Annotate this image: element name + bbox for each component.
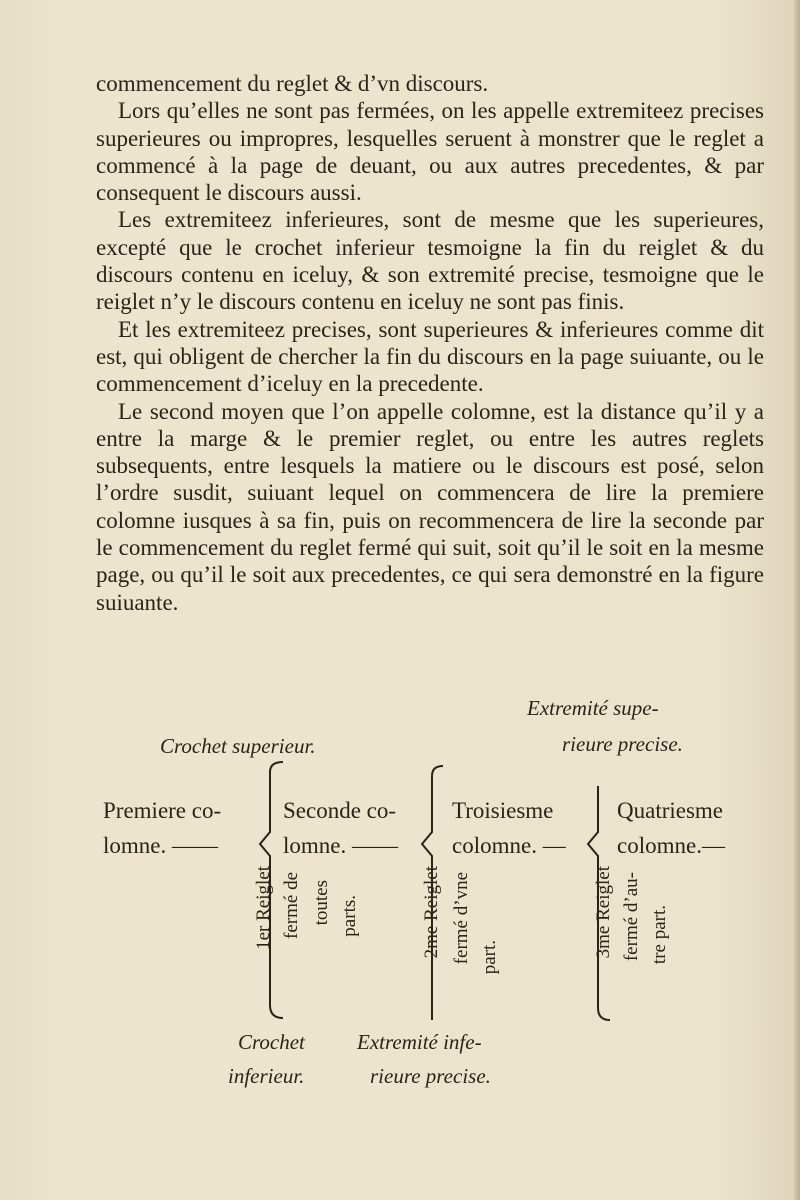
reglet-2-line (422, 766, 443, 1020)
paragraph: Et les extremiteez precises, sont superieures & inferieures comme dit est, qui obligent de chercher la fin du discours en la page suiuante, ou le commencement d’iceluy en la precedente. (96, 316, 764, 397)
column-1-label-line1: Premiere co- (103, 798, 222, 823)
reglet-2-desc-1: fermé d’vne (451, 872, 472, 965)
paragraph: Le second moyen que l’on appelle colomne, est la distance qu’il y a entre la marge & le premier reglet, ou entre les autres reglets subsequents, entre lesquels la matiere ou le discours est posé, selon l’ordre susdit, suiuant lequel on commencera de lire la premiere colomne iusques à sa fin, puis on recommencera de lire la seconde par le commencement du reglet fermé qui suit, soit qu’il le soit en la mesme page, ou qu’il le soit aux precedentes, ce qui sera demonstré en la figure suiuante. (96, 398, 764, 615)
reglet-2-desc-2: part. (479, 940, 500, 975)
reglet-1-desc-2: toutes (311, 880, 332, 926)
column-1-label-line2: lomne. —— (103, 833, 218, 858)
column-4-label-line2: colomne.— (617, 833, 725, 858)
caption-extremite-superieure-2: rieure precise. (562, 732, 683, 756)
reglet-2-title: 2me Reiglet (421, 866, 442, 959)
caption-extremite-inferieure-1: Extremité infe- (357, 1030, 482, 1054)
column-2-label-line2: lomne. —— (283, 833, 398, 858)
paragraph: Lors qu’elles ne sont pas fermées, on les appelle extremiteez precises superieures ou impropres, lesquelles seruent à monstrer que le reglet a commencé à la page de deuant, ou aux autres precedentes, & par consequent le discours aussi. (96, 98, 764, 206)
caption-crochet-superieur: Crochet superieur. (160, 734, 316, 758)
reglet-3-desc-1: fermé d’au- (621, 872, 642, 962)
reglet-3-line (588, 786, 610, 1020)
reglet-1-desc-3: parts. (339, 895, 360, 937)
reglet-3-title: 3me Reiglet (593, 866, 614, 959)
column-3-label-line1: Troisiesme (452, 798, 554, 823)
reglet-1-line (260, 762, 283, 1018)
paragraph: Les extremiteez inferieures, sont de mesme que les superieures, excepté que le crochet inferieur tesmoigne la fin du reiglet & du discours contenu en iceluy, & son extremité precise, tesmoigne que le reiglet n’y le discours contenu en iceluy ne sont pas finis. (96, 207, 764, 315)
column-3-label-line2: colomne. — (452, 833, 566, 858)
column-4-label-line1: Quatriesme (617, 798, 724, 823)
column-2-label-line1: Seconde co- (283, 798, 397, 823)
reglet-1-title: 1er Reiglet (253, 866, 274, 950)
caption-extremite-inferieure-2: rieure precise. (370, 1064, 491, 1088)
caption-extremite-superieure-1: Extremité supe- (527, 696, 659, 720)
paragraph: commencement du reglet & d’vn discours. (96, 71, 489, 96)
caption-crochet-inferieur-2: inferieur. (228, 1064, 305, 1088)
reglet-3-desc-2: tre part. (649, 905, 670, 965)
reglet-1-desc-1: fermé de (281, 872, 302, 939)
caption-crochet-inferieur-1: Crochet (238, 1030, 305, 1054)
